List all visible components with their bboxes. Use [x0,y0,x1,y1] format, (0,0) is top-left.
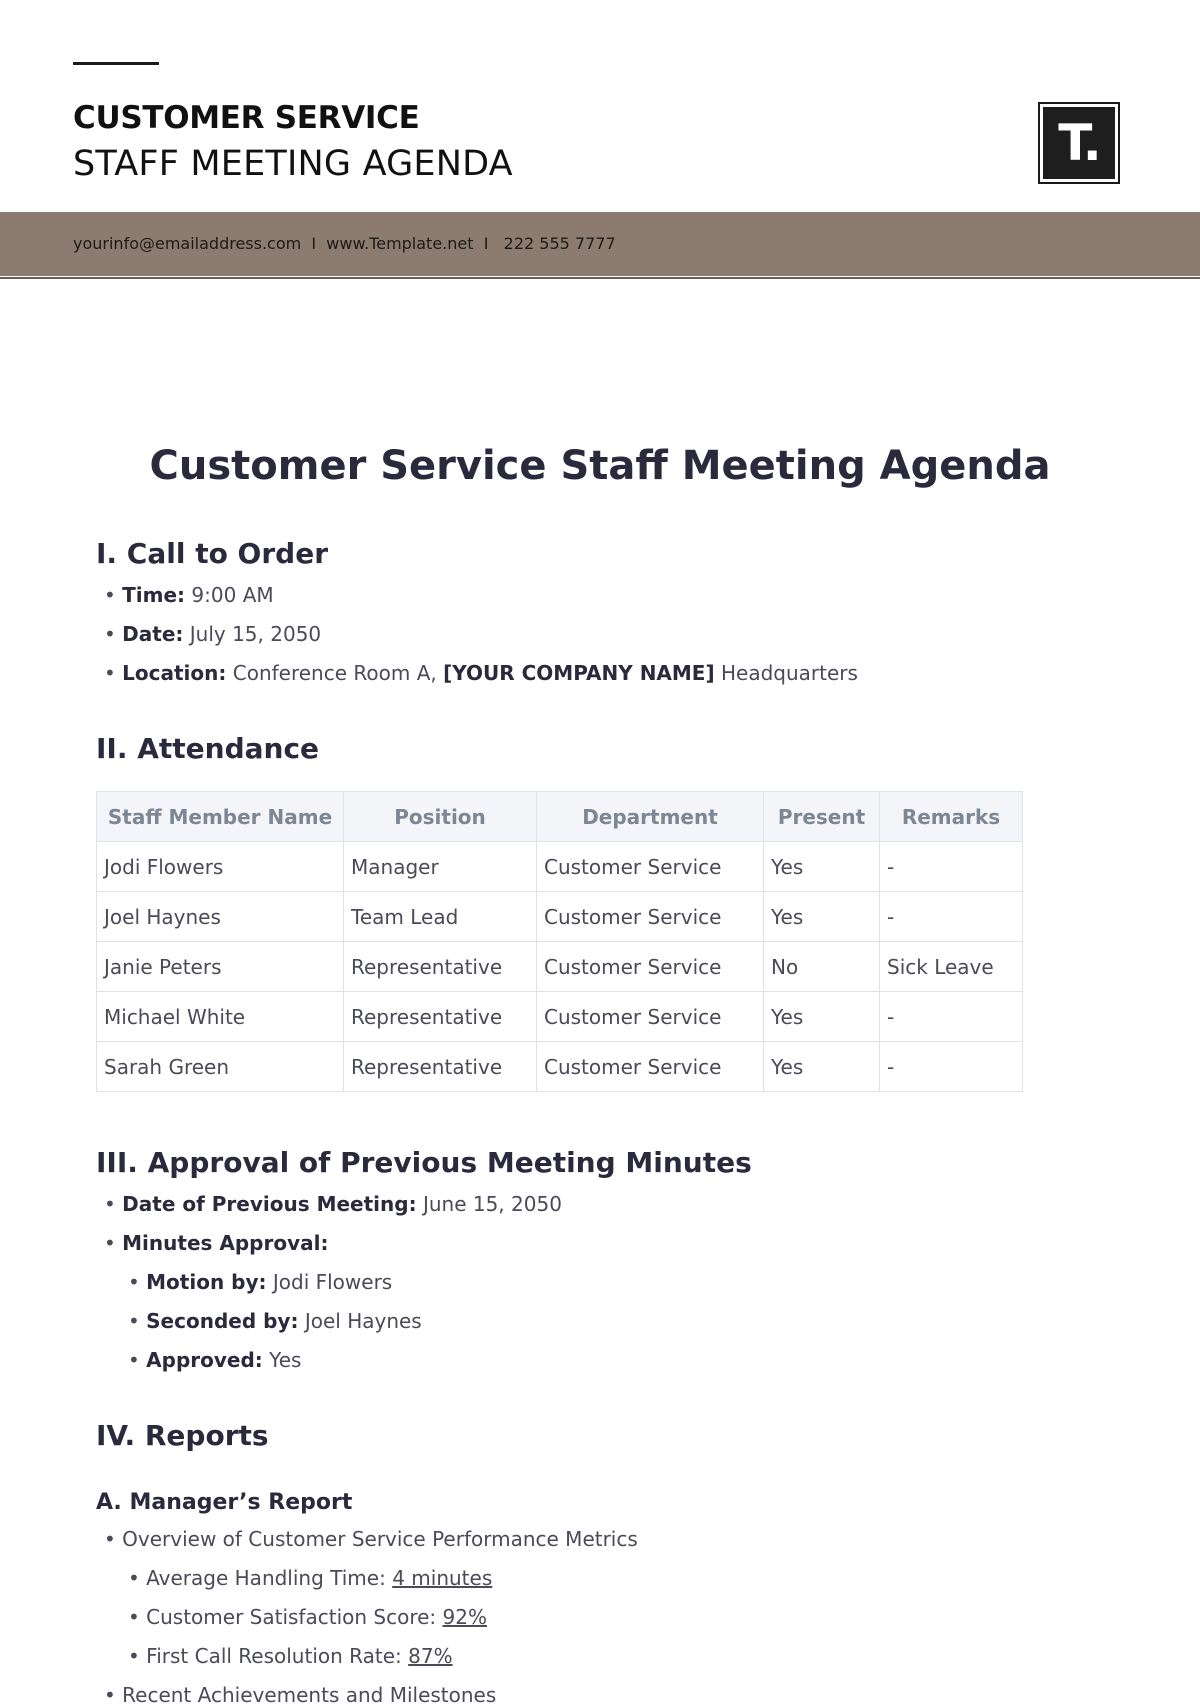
approved-item: • Approved: Yes [128,1348,302,1372]
aht-item: • Average Handling Time: 4 minutes [128,1566,493,1590]
approved-value: Yes [269,1348,302,1372]
table-cell: Representative [344,942,537,992]
approved-label: Approved: [146,1348,263,1372]
table-cell: Customer Service [537,842,764,892]
header-rule [73,62,159,65]
table-cell: Customer Service [537,992,764,1042]
brand-title: CUSTOMER SERVICE [73,100,420,136]
overview-item: • Overview of Customer Service Performance Metrics [104,1527,638,1551]
brand-subtitle: STAFF MEETING AGENDA [73,144,513,184]
column-header: Department [537,792,764,842]
table-row [97,992,1023,1042]
column-header: Position [344,792,537,842]
achievements-item: • Recent Achievements and Milestones [104,1683,497,1707]
aht-value: 4 minutes [392,1566,493,1590]
location-post: Headquarters [720,661,858,685]
table-cell: Yes [764,992,880,1042]
table-row [97,942,1023,992]
table-cell: Jodi Flowers [97,842,344,892]
table-cell: Sarah Green [97,1042,344,1092]
table-cell: Customer Service [537,892,764,942]
motion-value: Jodi Flowers [272,1270,393,1294]
table-cell: Janie Peters [97,942,344,992]
table-cell: Representative [344,1042,537,1092]
time-item: • Time: 9:00 AM [104,583,274,607]
column-header: Present [764,792,880,842]
prev-meeting-date-item: • Date of Previous Meeting: June 15, 2050 [104,1192,562,1216]
table-cell: Team Lead [344,892,537,942]
table-cell: Customer Service [537,942,764,992]
column-header: Remarks [880,792,1023,842]
table-cell: Yes [764,1042,880,1092]
minutes-approval-item: • Minutes Approval: [104,1231,329,1255]
table-cell: Manager [344,842,537,892]
fcr-value: 87% [408,1644,453,1668]
column-header: Staff Member Name [97,792,344,842]
date-item: • Date: July 15, 2050 [104,622,322,646]
table-cell: - [880,992,1023,1042]
table-cell: Yes [764,892,880,942]
attendance-table [96,791,1023,1092]
motion-item: • Motion by: Jodi Flowers [128,1270,393,1294]
table-row [97,892,1023,942]
table-cell: No [764,942,880,992]
table-cell: Joel Haynes [97,892,344,942]
achievements-text: Recent Achievements and Milestones [122,1683,497,1707]
section-approval: III. Approval of Previous Meeting Minutes [96,1146,752,1179]
location-item: • Location: Conference Room A, [YOUR COMPANY NAME] Headquarters [104,661,858,685]
time-label: Time: [122,583,186,607]
time-value: 9:00 AM [191,583,274,607]
document-title: Customer Service Staff Meeting Agenda [149,443,1051,489]
date-value: July 15, 2050 [189,622,322,646]
company-placeholder: [YOUR COMPANY NAME] [443,661,715,685]
table-header-row [97,792,1023,842]
table-row [97,842,1023,892]
table-cell: Michael White [97,992,344,1042]
table-cell: Representative [344,992,537,1042]
motion-label: Motion by: [146,1270,267,1294]
fcr-item: • First Call Resolution Rate: 87% [128,1644,453,1668]
seconded-value: Joel Haynes [304,1309,422,1333]
template-logo [1038,102,1120,184]
seconded-item: • Seconded by: Joel Haynes [128,1309,422,1333]
table-cell: Yes [764,842,880,892]
fcr-label: First Call Resolution Rate: [146,1644,402,1668]
date-label: Date: [122,622,184,646]
table-cell: - [880,842,1023,892]
table-row [97,1042,1023,1092]
csat-value: 92% [442,1605,487,1629]
table-cell: - [880,1042,1023,1092]
location-pre: Conference Room A, [232,661,437,685]
section-call-to-order: I. Call to Order [96,537,329,570]
table-cell: - [880,892,1023,942]
aht-label: Average Handling Time: [146,1566,386,1590]
logo-letter: T. [1043,107,1115,179]
section-reports: IV. Reports [96,1419,269,1452]
location-label: Location: [122,661,227,685]
manager-report-heading: A. Manager’s Report [96,1490,353,1515]
table-cell: Sick Leave [880,942,1023,992]
prev-date-label: Date of Previous Meeting: [122,1192,417,1216]
table-cell: Customer Service [537,1042,764,1092]
section-attendance: II. Attendance [96,732,320,765]
contact-info: yourinfo@emailaddress.com I www.Template.net I 222 555 7777 [73,234,616,253]
csat-item: • Customer Satisfaction Score: 92% [128,1605,487,1629]
contact-band-rule [0,277,1200,279]
minutes-label: Minutes Approval: [122,1231,329,1255]
prev-date-value: June 15, 2050 [422,1192,562,1216]
overview-text: Overview of Customer Service Performance Metrics [122,1527,638,1551]
csat-label: Customer Satisfaction Score: [146,1605,437,1629]
seconded-label: Seconded by: [146,1309,299,1333]
